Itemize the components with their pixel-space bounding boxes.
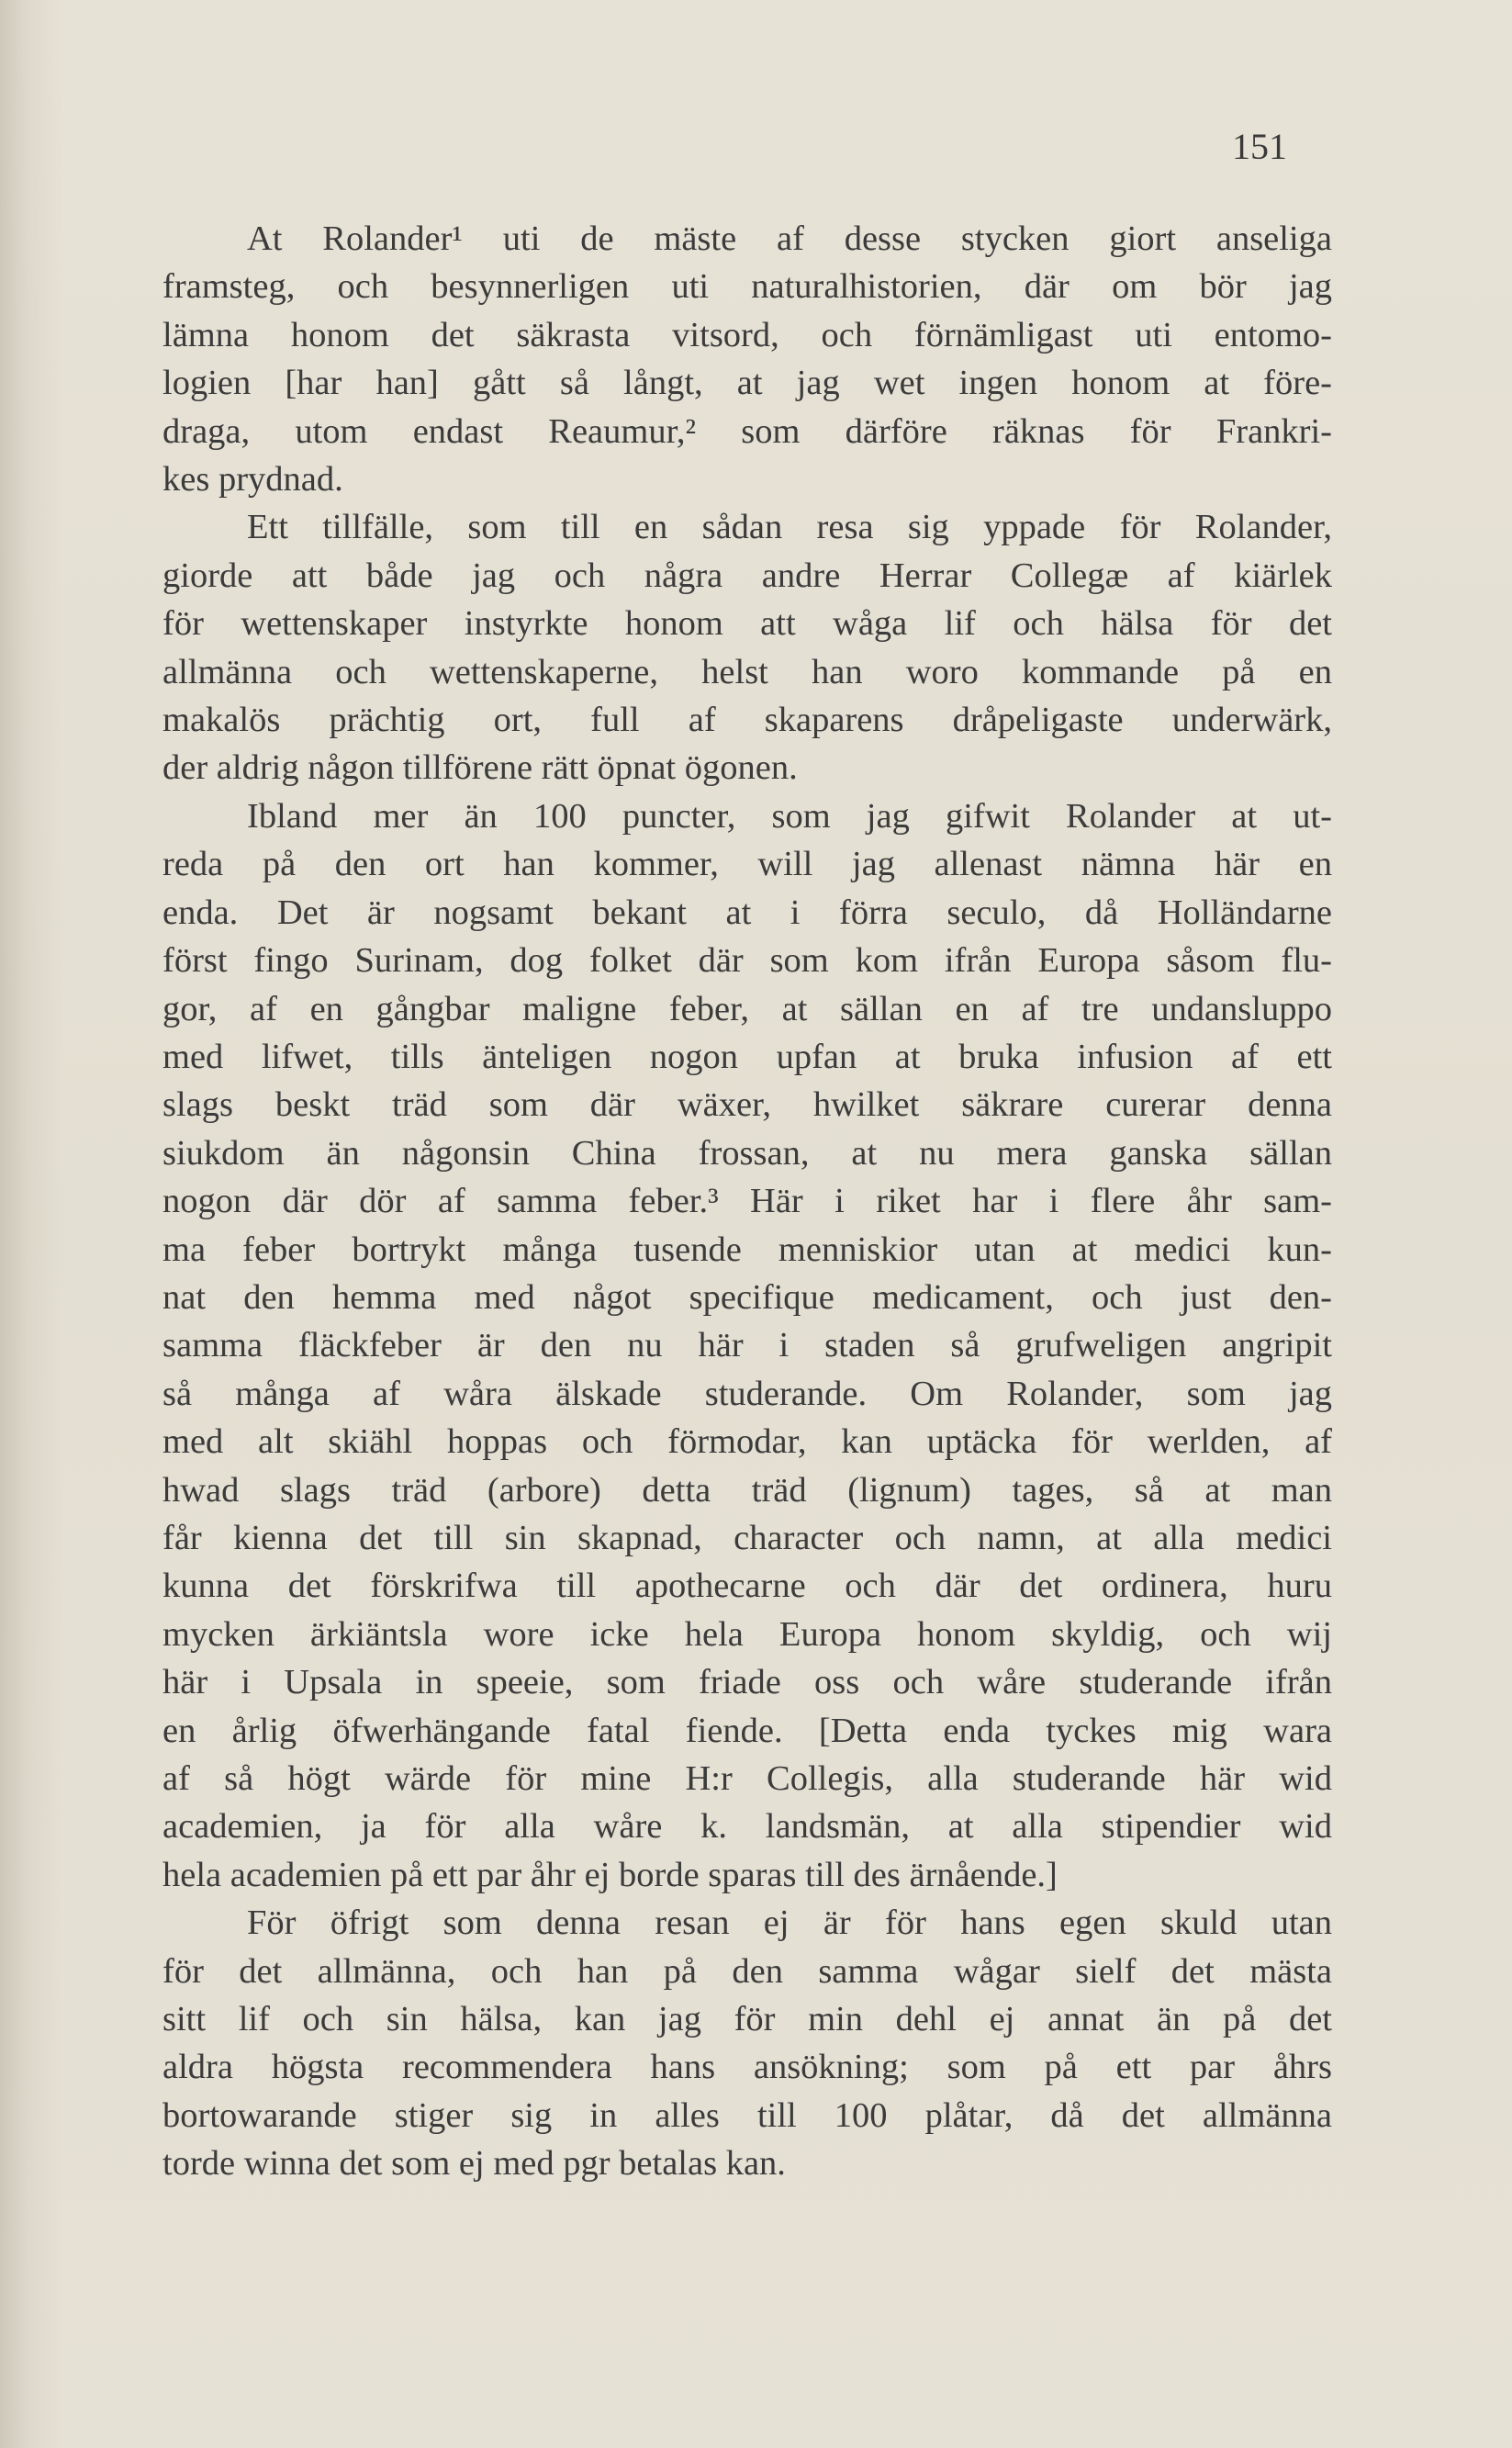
text-line: för det allmänna, och han på den samma wågar sielf det mästa	[162, 1951, 1332, 1991]
text-line: At Rolander¹ uti de mäste af desse stycken giort anseliga	[247, 219, 1332, 258]
body-text	[162, 215, 1332, 2188]
text-line: så många af wåra älskade studerande. Om Rolander, som jag	[162, 1374, 1332, 1413]
text-line: giorde att både jag och några andre Herrar Collegæ af kiärlek	[162, 556, 1332, 595]
text-line: slags beskt träd som där wäxer, hwilket säkrare curerar denna	[162, 1085, 1332, 1125]
text-line: För öfrigt som denna resan ej är för hans egen skuld utan	[247, 1903, 1332, 1943]
text-line: enda. Det är nogsamt bekant at i förra seculo, då Holländarne	[162, 893, 1332, 932]
text-line: logien [har han] gått så långt, at jag wet ingen honom at före-	[162, 364, 1332, 403]
text-line: hela academien på ett par åhr ej borde sparas till des ärnående.]	[162, 1855, 1058, 1894]
page-number: 151	[1232, 126, 1287, 167]
text-line: draga, utom endast Reaumur,² som därföre räknas för Frankri-	[162, 411, 1332, 451]
text-line: mycken ärkiäntsla wore icke hela Europa honom skyldig, och wij	[162, 1614, 1332, 1654]
text-line: lämna honom det säkrasta vitsord, och förnämligast uti entomo-	[162, 315, 1332, 354]
text-line: der aldrig någon tillförene rätt öpnat ögonen.	[162, 748, 798, 788]
text-line: reda på den ort han kommer, will jag allenast nämna här en	[162, 845, 1332, 884]
text-line: samma fläckfeber är den nu här i staden så grufweligen angripit	[162, 1326, 1332, 1365]
text-line: får kienna det till sin skapnad, character och namn, at alla medici	[162, 1518, 1332, 1557]
text-line: academien, ja för alla wåre k. landsmän, at alla stipendier wid	[162, 1807, 1332, 1847]
text-line: först fingo Surinam, dog folket där som kom ifrån Europa såsom flu-	[162, 941, 1332, 981]
text-line: Ibland mer än 100 puncter, som jag gifwit Rolander at ut-	[247, 796, 1332, 836]
text-line: aldra högsta recommendera hans ansökning; som på ett par åhrs	[162, 2048, 1332, 2087]
text-line: sitt lif och sin hälsa, kan jag för min dehl ej annat än på det	[162, 2000, 1332, 2039]
text-line: här i Upsala in speeie, som friade oss och wåre studerande ifrån	[162, 1663, 1332, 1702]
text-line: gor, af en gångbar maligne feber, at sällan en af tre undansluppo	[162, 989, 1332, 1028]
text-line: siukdom än någonsin China frossan, at nu mera ganska sällan	[162, 1133, 1332, 1173]
text-line: torde winna det som ej med pgr betalas kan.	[162, 2144, 786, 2184]
text-line: för wettenskaper instyrkte honom att wåga lif och hälsa för det	[162, 604, 1332, 644]
text-line: framsteg, och besynnerligen uti naturalhistorien, där om bör jag	[162, 267, 1332, 307]
text-line: nogon där dör af samma feber.³ Här i riket har i flere åhr sam-	[162, 1182, 1332, 1221]
text-line: kes prydnad.	[162, 460, 343, 500]
text-line: med lifwet, tills änteligen nogon upfan at bruka infusion af ett	[162, 1037, 1332, 1076]
text-line: hwad slags träd (arbore) detta träd (lignum) tages, så at man	[162, 1470, 1332, 1510]
text-line: med alt skiähl hoppas och förmodar, kan uptäcka för werlden, af	[162, 1422, 1332, 1462]
text-line: af så högt wärde för mine H:r Collegis, alla studerande här wid	[162, 1759, 1332, 1798]
text-line: nat den hemma med något specifique medicament, och just den-	[162, 1277, 1332, 1317]
text-line: bortowarande stiger sig in alles till 100 plåtar, då det allmänna	[162, 2095, 1332, 2135]
text-line: en årlig öfwerhängande fatal fiende. [Detta enda tyckes mig wara	[162, 1711, 1332, 1750]
text-line: Ett tillfälle, som till en sådan resa sig yppade för Rolander,	[247, 508, 1332, 547]
text-line: kunna det förskrifwa till apothecarne och där det ordinera, huru	[162, 1566, 1332, 1606]
text-line: allmänna och wettenskaperne, helst han woro kommande på en	[162, 652, 1332, 691]
text-line: makalös prächtig ort, full af skaparens dråpeligaste underwärk,	[162, 701, 1332, 740]
text-line: ma feber bortrykt många tusende menniskior utan at medici kun-	[162, 1230, 1332, 1269]
